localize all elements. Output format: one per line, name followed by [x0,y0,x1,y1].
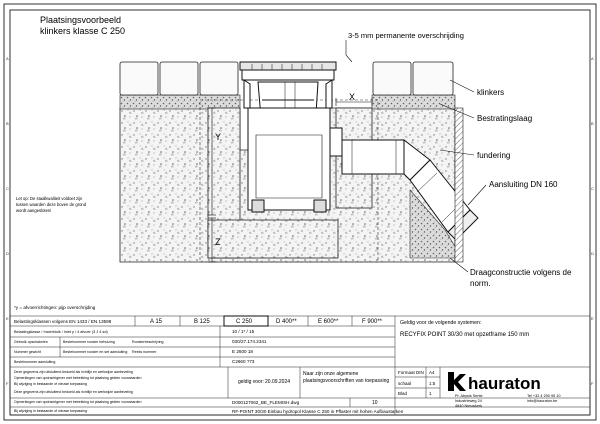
dimension-y-label: Y [215,132,222,142]
side-label-value: Roosterbeschrijving [132,340,164,344]
scale-label: schaal [398,381,412,386]
scale-value: 1:5 [429,381,436,386]
company-address-2: Industrieweg 24 [455,399,482,403]
pavers-right [373,62,453,95]
callout-pavers: klinkers [477,88,505,97]
callout-bedding: Bestratingslaag [477,114,533,123]
validity-label: geldig voor: [238,379,264,385]
callout-support-2: norm. [470,279,491,288]
dimension-x-label: X [349,92,356,102]
drawing-subtitle: klinkers klasse C 250 [40,26,126,36]
border-letter: F [591,381,594,386]
bedding-layer-left [120,95,240,109]
border-letter: B [591,121,594,126]
product-description: RECYFIX POINT 30/30 met opzetframe 150 mm [400,332,530,338]
load-class-d400: D 400** [276,319,297,325]
border-letter: A [6,56,9,61]
page-number: 10 [372,400,378,406]
company-email: info@hauraton.be [527,399,558,403]
spec-row-label: Bestelnummer rooster behuizing [63,340,115,344]
load-class-f900: F 900** [362,319,383,325]
border-letter: C [591,186,594,191]
border-letter: A [591,56,594,61]
section-drawing [120,40,486,272]
spec-row-value: E 2600 18 [232,349,253,354]
callout-foundation: fundering [477,151,511,160]
border-letter: D [591,251,594,256]
spec-row-label: Bestelnummer rooster en set aansluiting [63,350,128,354]
callout-support-1: Draagconstructie volgens de [470,268,572,277]
load-class-a15: A 15 [150,319,163,325]
border-letter: C [6,186,9,191]
bottom-description: RF-POINT 30/30 Einbau hydropol Klasse C 250 in Pflaster mit hohen Aufbaustarken [232,409,404,414]
surround-bottom [208,220,338,258]
bedding-layer-right [372,95,455,109]
disclaimer-line: Deze gegevens zijn uitsluitend bedoeld als richtlijn en werkwijze aanbeveling [14,370,133,374]
disclaimer-line: Bij wijziging in bestaande of nieuwe toepassing [14,382,87,386]
callout-joint: 3-5 mm permanente overschrijding [348,31,464,40]
note-line-3: wordt aangesloten! [16,208,52,213]
drain-body [240,62,342,212]
load-class-b125: B 125 [194,319,210,325]
load-class-c250: C 250 [236,319,253,325]
note-line-1: Let op: De staalkwaliteit voldoet zijn [16,196,83,201]
disclaimer-line: Bij wijziging in bestaande of nieuwe toepassing [14,409,87,413]
pavers-left [120,62,238,95]
border-letter: E [591,316,594,321]
border-letter: D [6,251,9,256]
drawing-title: Plaatsingsvoorbeeld [40,15,122,25]
company-phone: Tel +32 4 290 95 10 [527,394,561,398]
systems-heading: Geldig voor de volgende systemen: [400,320,482,326]
company-name: hauraton [468,374,541,393]
disclaimer-line: Deze gegevens zijn uitsluitend bedoeld als richtlijn en werkwijze aanbeveling [14,390,133,394]
company-address-1: Pr. Abysis Sente [455,394,483,398]
sheet-label: Blad [398,391,408,396]
dimension-z-label: Z [215,237,221,247]
spec-row-label: Belastingklasse / Inwerktuik / Inlet y / 4 afvoer (3 J 4 sd) [14,330,108,334]
spec-row-value: 10 / 1* / 15 [232,329,255,334]
side-label: Nummer gewicht [14,350,41,354]
format-label: Formaat DIN [398,370,424,375]
load-class-row-label: Belastingsklassen volgens EN 1433 / EN 13598 [14,319,112,324]
border-letter: E [6,316,9,321]
note-line-2: tussen waarden deze boven de grond [16,202,87,207]
conditions-line-2: plaatsingsvoorschriften van toepassing [303,378,390,384]
load-class-e600: E 600** [318,319,339,325]
side-label-value: Reeks nummer [132,350,157,354]
company-logo [448,372,541,393]
border-letter: B [6,121,9,126]
disclaimer-line: Opmerkingen van opdrachtgever met betrekking tot plaatsing gelden voorwaarden [14,376,142,380]
drawing-number: D000127062_BE_FLEMISH.dwg [232,400,300,405]
validity-date: 20.09.2024 [265,379,291,385]
format-value: A4 [429,370,435,375]
disclaimer-line: Opmerkingen van opdrachtgever met betrekking tot plaatsing gelden voorwaarden [14,400,142,404]
spec-row-value: C2660 ?73 [232,359,255,364]
hauraton-logo-mark [448,372,466,391]
sheet-value: 1 [429,391,432,396]
footnote: *y = afvoerrichtingen: pijp overschrijding [14,305,96,310]
callout-connection: Aansluiting DN 160 [489,180,558,189]
spec-row-label: Bestelnummer aansluiting [14,360,56,364]
spec-row-value: 030/27.174.2341 [232,339,267,344]
side-label: Gebruik opschakelen [14,340,48,344]
conditions-line-1: Naar zijn onze algemene [303,371,359,377]
border-letter: F [6,381,9,386]
company-address-3: 4840 Nieuwkerk [455,404,483,408]
